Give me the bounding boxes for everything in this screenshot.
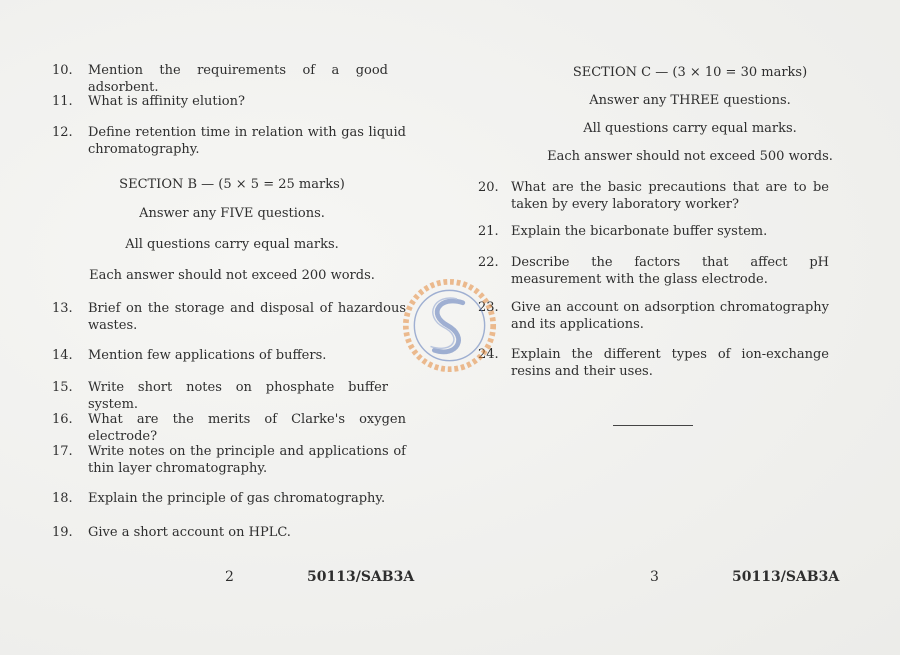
question-text: Write short notes on phosphate buffer system. [88, 380, 388, 412]
section-b-title: SECTION B — (5 × 5 = 25 marks) [119, 177, 345, 192]
question-number: 22. [478, 255, 499, 270]
question-number: 24. [478, 347, 499, 362]
section-c-instruction-3: Each answer should not exceed 500 words. [547, 149, 833, 164]
question-number: 17. [52, 444, 73, 459]
question-text: What is affinity elution? [88, 94, 245, 109]
question-number: 11. [52, 94, 73, 109]
question-text: Give a short account on HPLC. [88, 525, 291, 540]
question-text: Mention the requirements of a good adsorbent. [88, 63, 388, 95]
question-number: 13. [52, 301, 73, 316]
question-text: Explain the bicarbonate buffer system. [511, 224, 768, 239]
paper-code: 50113/SAB3A [732, 569, 840, 585]
question-number: 21. [478, 224, 499, 239]
question-text: What are the merits of Clarke's oxygen electrode? [88, 412, 406, 444]
question-text: Explain the principle of gas chromatography. [88, 491, 386, 506]
section-c-instruction-1: Answer any THREE questions. [589, 93, 791, 108]
question-number: 20. [478, 180, 499, 195]
end-rule [613, 425, 693, 426]
section-c-title: SECTION C — (3 × 10 = 30 marks) [572, 65, 808, 80]
question-number: 15. [52, 380, 73, 395]
university-watermark-seal-icon [402, 278, 497, 373]
question-number: 14. [52, 348, 73, 363]
section-c-instruction-2: All questions carry equal marks. [583, 121, 797, 136]
question-number: 16. [52, 412, 73, 427]
question-text: Describe the factors that affect pH measurement with the glass electrode. [511, 255, 829, 287]
question-text: Define retention time in relation with gas liquid chromatography. [88, 125, 406, 157]
page-number: 2 [225, 569, 234, 585]
question-text: What are the basic precautions that are to be taken by every laboratory worker? [511, 180, 829, 212]
question-number: 19. [52, 525, 73, 540]
question-text: Mention few applications of buffers. [88, 348, 327, 363]
question-number: 12. [52, 125, 73, 140]
question-text: Explain the different types of ion-exchange resins and their uses. [511, 347, 829, 379]
question-text: Give an account on adsorption chromatography and its applications. [511, 300, 829, 332]
paper-code: 50113/SAB3A [307, 569, 415, 585]
question-number: 18. [52, 491, 73, 506]
page-number: 3 [650, 569, 659, 585]
question-text: Brief on the storage and disposal of hazardous wastes. [88, 301, 406, 333]
question-number: 10. [52, 63, 73, 78]
section-b-instruction-1: Answer any FIVE questions. [139, 206, 325, 221]
question-text: Write notes on the principle and applications of thin layer chromatography. [88, 444, 406, 476]
section-b-instruction-3: Each answer should not exceed 200 words. [89, 268, 375, 283]
section-b-instruction-2: All questions carry equal marks. [125, 237, 339, 252]
question-number: 23. [478, 300, 499, 315]
